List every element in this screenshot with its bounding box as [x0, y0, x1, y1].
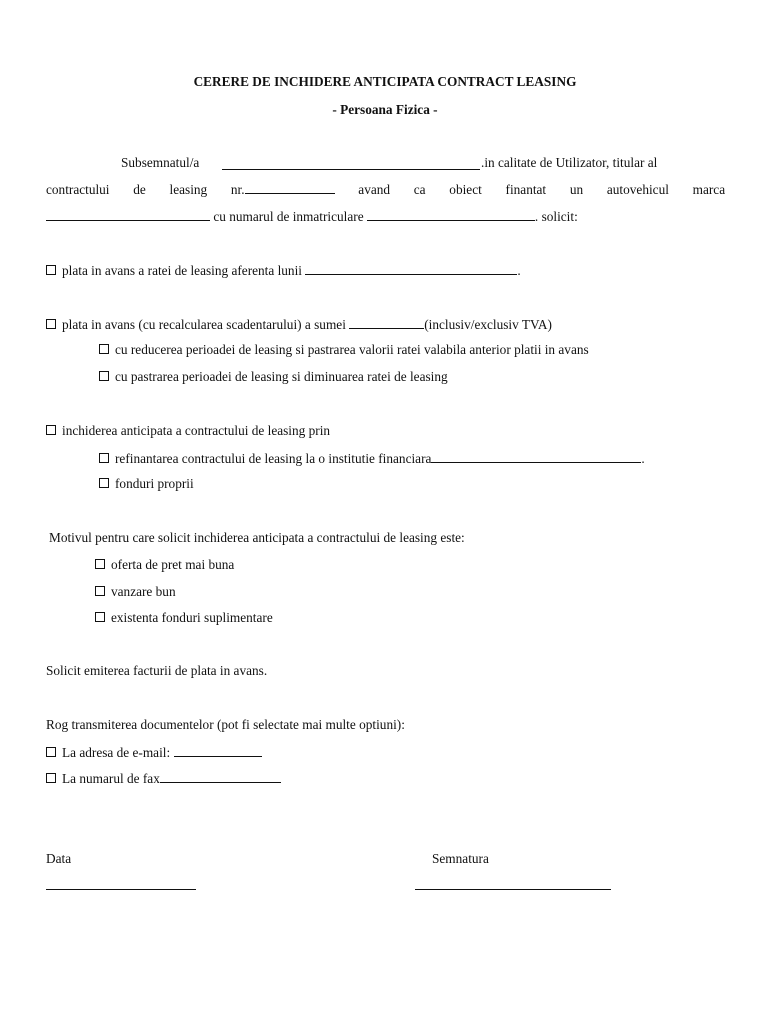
- date-field[interactable]: [46, 889, 196, 890]
- option-close: [46, 423, 330, 439]
- option-sum-sub1: [99, 342, 589, 358]
- reason-item: [95, 557, 234, 573]
- intro-word: ca: [413, 182, 426, 197]
- intro-word: marca: [692, 182, 726, 197]
- registration-field[interactable]: [367, 208, 535, 221]
- intro-word: finantat: [505, 182, 547, 197]
- email-field[interactable]: [174, 744, 262, 757]
- signature-field[interactable]: [415, 889, 611, 890]
- intro-word: contractului: [46, 182, 110, 197]
- checkbox-reason-2[interactable]: [95, 586, 105, 596]
- intro-text: .in calitate de Utilizator, titular al: [481, 155, 658, 170]
- intro-word: un: [569, 182, 584, 197]
- intro-subsemnatul: Subsemnatul/a: [121, 155, 200, 170]
- checkbox-close-sub1[interactable]: [99, 453, 109, 463]
- contract-number-group: [231, 181, 335, 198]
- option-sum-sub2: [99, 369, 448, 385]
- option-sum-end: (inclusiv/exclusiv TVA): [424, 317, 552, 332]
- delivery-email-label: La adresa de e-mail:: [62, 745, 171, 760]
- brand-field[interactable]: [46, 208, 210, 221]
- checkbox-close[interactable]: [46, 425, 56, 435]
- option-close-label: inchiderea anticipata a contractului de leasing prin: [62, 423, 331, 438]
- checkbox-close-sub2[interactable]: [99, 478, 109, 488]
- checkbox-fax[interactable]: [46, 773, 56, 783]
- document-subtitle: - Persoana Fizica -: [332, 102, 438, 117]
- option-close-sub2-label: fonduri proprii: [115, 476, 194, 491]
- intro-text: cu numarul de inmatriculare: [213, 209, 364, 224]
- reason-label: Motivul pentru care solicit inchiderea anticipata a contractului de leasing este:: [49, 530, 465, 545]
- sum-field[interactable]: [349, 316, 424, 329]
- intro-line2: [46, 181, 725, 198]
- date-label: Data: [46, 851, 72, 866]
- document-title: CERERE DE INCHIDERE ANTICIPATA CONTRACT LEASING: [193, 74, 577, 89]
- intro-word: de: [133, 182, 146, 197]
- reason-item-label: vanzare bun: [111, 584, 176, 599]
- reason-item-label: oferta de pret mai buna: [111, 557, 235, 572]
- checkbox-sum-sub1[interactable]: [99, 344, 109, 354]
- signature-label: Semnatura: [432, 851, 489, 866]
- reason-item: [95, 610, 273, 626]
- checkbox-sum-sub2[interactable]: [99, 371, 109, 381]
- option-sum-label: plata in avans (cu recalcularea scadentarului) a sumei: [62, 317, 346, 332]
- intro-word: avand: [358, 182, 391, 197]
- month-field[interactable]: [305, 262, 517, 275]
- checkbox-email[interactable]: [46, 747, 56, 757]
- option-close-sub1: [99, 450, 645, 467]
- checkbox-sum[interactable]: [46, 319, 56, 329]
- institution-field[interactable]: [431, 450, 641, 463]
- option-rate-label: plata in avans a ratei de leasing aferenta lunii: [62, 263, 302, 278]
- delivery-label: Rog transmiterea documentelor (pot fi selectate mai multe optiuni):: [46, 717, 405, 732]
- intro-word: leasing: [169, 182, 208, 197]
- name-field[interactable]: [222, 155, 480, 170]
- intro-line3: [46, 208, 578, 225]
- intro-text: . solicit:: [534, 209, 578, 224]
- fax-field[interactable]: [160, 770, 281, 783]
- checkbox-reason-1[interactable]: [95, 559, 105, 569]
- reason-item: [95, 584, 176, 600]
- delivery-fax-label: La numarul de fax: [62, 771, 160, 786]
- reason-item-label: existenta fonduri suplimentare: [111, 610, 273, 625]
- option-close-sub2: [99, 476, 194, 492]
- intro-line1-end: [481, 155, 725, 171]
- option-close-sub1-end: .: [641, 451, 645, 466]
- delivery-fax: [46, 770, 281, 787]
- delivery-email: [46, 744, 262, 761]
- option-sum-sub1-label: cu reducerea perioadei de leasing si pastrarea valorii ratei valabila anterior platii in avans: [115, 342, 589, 357]
- contract-number-field[interactable]: [245, 181, 335, 194]
- intro-word: obiect: [449, 182, 482, 197]
- option-rate-end: .: [517, 263, 521, 278]
- intro-word: nr.: [230, 182, 245, 197]
- checkbox-reason-3[interactable]: [95, 612, 105, 622]
- checkbox-rate[interactable]: [46, 265, 56, 275]
- option-sum-sub2-label: cu pastrarea perioadei de leasing si diminuarea ratei de leasing: [115, 369, 448, 384]
- intro-word: autovehicul: [606, 182, 669, 197]
- option-sum: [46, 316, 552, 333]
- option-rate: [46, 262, 521, 279]
- invoice-request: Solicit emiterea facturii de plata in avans.: [46, 663, 268, 678]
- option-close-sub1-label: refinantarea contractului de leasing la o institutie financiara: [115, 451, 432, 466]
